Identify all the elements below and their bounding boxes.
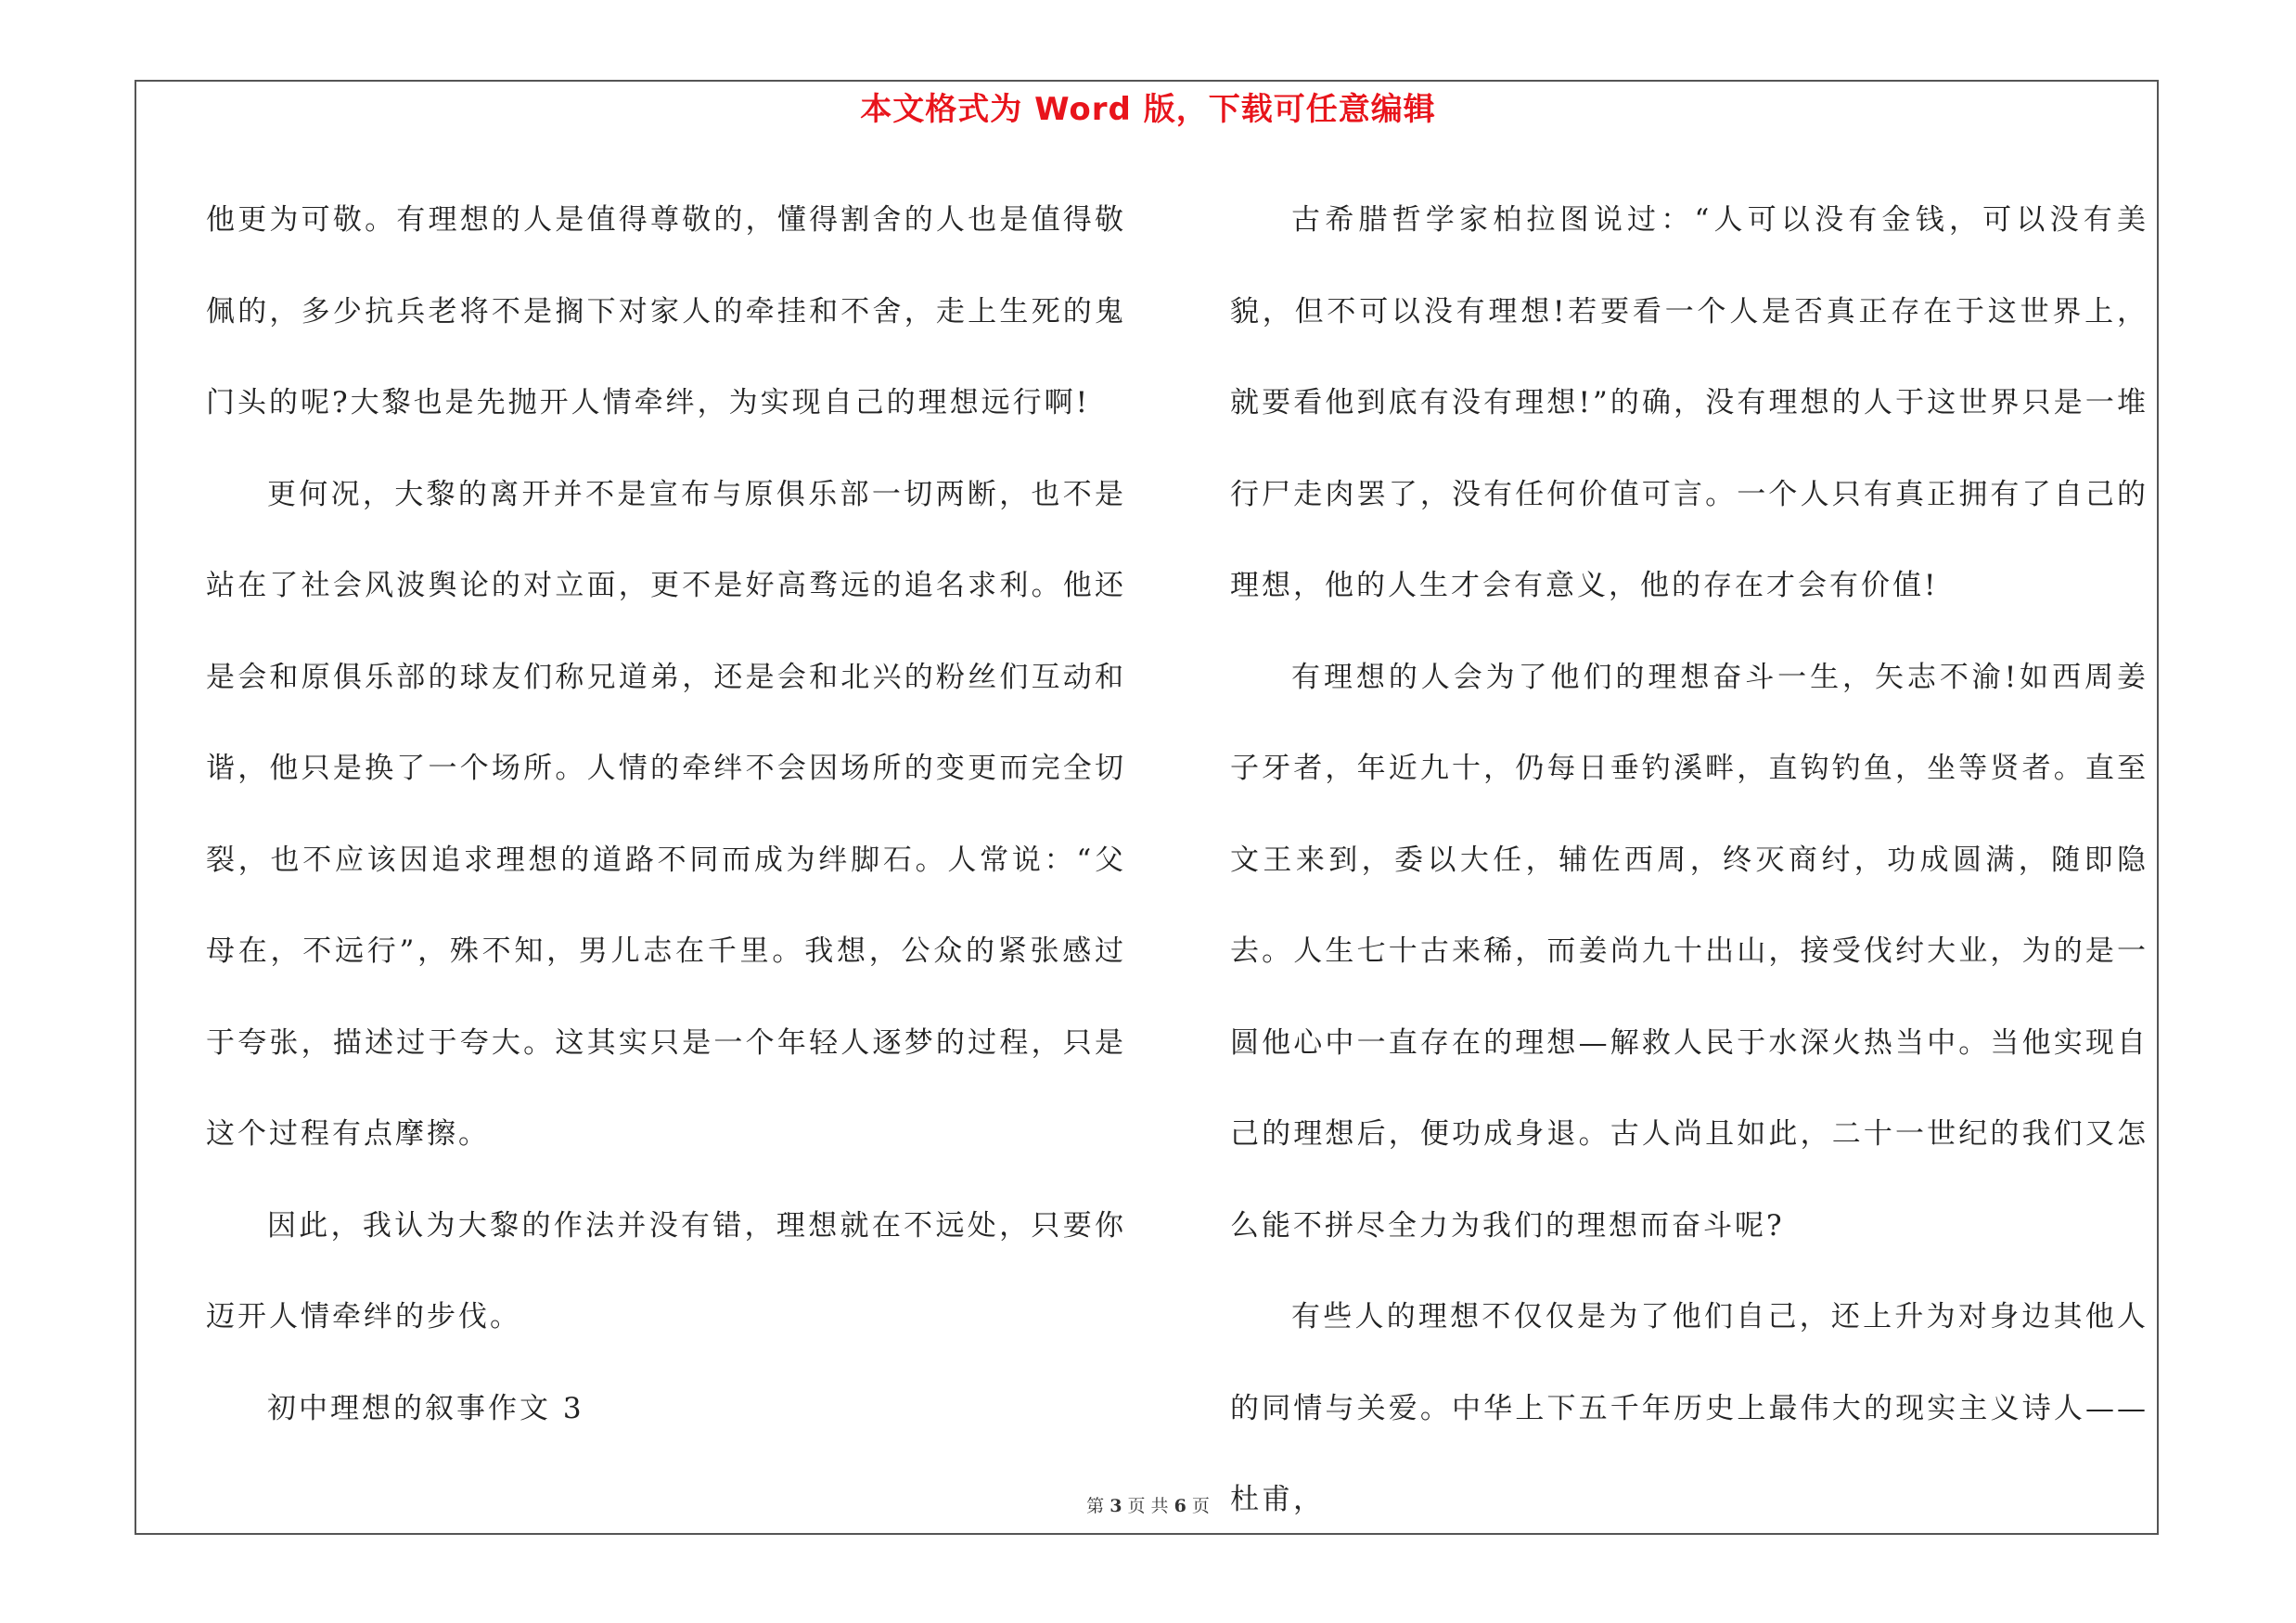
current-page-number: 3 — [1110, 1496, 1122, 1516]
left-paragraph-2: 更何况，大黎的离开并不是宣布与原俱乐部一切两断，也不是站在了社会风波舆论的对立面，更不是好高骛远的追名求利。他还是会和原俱乐部的球友们称兄道弟，还是会和北兴的粉丝们互动和谐，他只是换了一个场所。人情的牵绊不会因场所的变更而完全切裂，也不应该因追求理想的道路不同而成为绊脚石。人常说：“父母在，不远行”，殊不知，男儿志在千里。我想，公众的紧张感过于夸张，描述过于夸大。这其实只是一个年轻人逐梦的过程，只是这个过程有点摩擦。 — [206, 477, 1126, 1151]
left-paragraph-3: 因此，我认为大黎的作法并没有错，理想就在不远处，只要你迈开人情牵绊的步伐。 — [206, 1208, 1126, 1333]
right-column — [1230, 174, 2148, 1546]
right-paragraph-2: 有理想的人会为了他们的理想奋斗一生，矢志不渝!如西周姜子牙者，年近九十，仍每日垂钓溪畔，直钩钓鱼，坐等贤者。直至文王来到，委以大任，辅佐西周，终灭商纣，功成圆满，随即隐去。人生七十古来稀，而姜尚九十出山，接受伐纣大业，为的是一圆他心中一直存在的理想—解救人民于水深火热当中。当他实现自己的理想后，便功成身退。古人尚且如此，二十一世纪的我们又怎么能不拼尽全力为我们的理想而奋斗呢? — [1230, 660, 2148, 1243]
footer-prefix: 第 — [1086, 1496, 1105, 1516]
essay-heading: 初中理想的叙事作文 3 — [267, 1391, 584, 1425]
format-banner: 本文格式为 Word 版，下载可任意编辑 — [860, 91, 1436, 128]
left-paragraph-1: 他更为可敬。有理想的人是值得尊敬的，懂得割舍的人也是值得敬佩的，多少抗兵老将不是搁下对家人的牵挂和不舍，走上生死的鬼门头的呢?大黎也是先抛开人情牵绊，为实现自己的理想远行啊! — [206, 203, 1126, 419]
footer-middle: 页 共 — [1127, 1496, 1169, 1516]
right-paragraph-1: 古希腊哲学家柏拉图说过：“人可以没有金钱，可以没有美貌，但不可以没有理想!若要看一个人是否真正存在于这世界上，就要看他到底有没有理想!”的确，没有理想的人于这世界只是一堆行尸走肉罢了，没有任何价值可言。一个人只有真正拥有了自己的理想，他的人生才会有意义，他的存在才会有价值! — [1230, 203, 2148, 602]
total-page-number: 6 — [1174, 1496, 1186, 1516]
page-footer — [0, 1494, 2296, 1518]
left-column — [206, 174, 1126, 1454]
right-paragraph-3: 有些人的理想不仅仅是为了他们自己，还上升为对身边其他人的同情与关爱。中华上下五千年历史上最伟大的现实主义诗人——杜甫， — [1230, 1300, 2148, 1516]
footer-suffix: 页 — [1191, 1496, 1210, 1516]
